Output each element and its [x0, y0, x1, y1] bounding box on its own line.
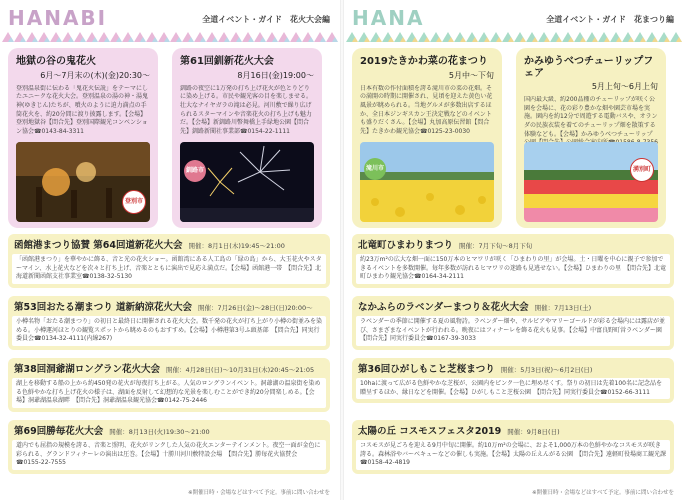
event-katsumai	[8, 420, 330, 474]
card-title: 第61回釧新花火大会	[180, 56, 274, 67]
event-hokuryu	[352, 234, 674, 288]
event-date: 開催：8月13日(火)19:30〜21:00	[109, 428, 210, 436]
right-page	[346, 0, 682, 500]
event-hakodate	[8, 234, 330, 288]
event-toyako	[8, 358, 330, 412]
zigzag-border	[346, 32, 682, 42]
brand-hana: HANA	[352, 6, 425, 30]
event-body: 10haに渡って広がる色鮮やかな芝桜が、公園内をピンク一色に埋め尽くす。祭りの初日は先着100名に記念品を贈呈するほか、縁日などを開催。【会場】ひがしもこと芝桜公園 【問合先】同実行委員会☎0152-66-3111	[356, 378, 670, 399]
event-date: 開催：4月28日(日)〜10月31日(木)20:45〜21:05	[166, 366, 315, 374]
card-body: 国内最大級、約200品種のチューリップが咲く公園を会場に、花の彩り豊かな畑や園芸市場を実施。園内を約12分で周遊する電動バスや、オランダの民族衣装を着てのチューリップ畑を散策する体験なども。【会場】かみゆうべつチューリップ	[524, 96, 658, 138]
badge-noboribetsu: 登別市	[122, 190, 146, 214]
event-title: 第69回勝毎花火大会	[14, 426, 104, 437]
event-body: 湖上を移動する船の上から約450発の花火が毎夜打ち上がる。人気のロングランイベント。洞爺湖の温泉街を染める色鮮やかな打ち上げ花火の様子は、湖面を反射して幻想的な光景を楽しむことができ約20分間楽しめる。【会場】洞爺湖温泉湖畔 【問合先】洞爺湖温泉観光協会☎0142-75-2446	[12, 378, 326, 408]
event-otaru	[8, 296, 330, 350]
footnote-left: ※開催日時・会場などはすべて予定。事前に問い合わせを	[187, 490, 330, 496]
event-title: 第38回洞爺湖ロングラン花火大会	[14, 364, 161, 375]
feature-card-jigokudani	[8, 48, 158, 228]
event-title: 第53回おたる潮まつり 道新納涼花火大会	[14, 302, 193, 313]
event-body: 道内でも屈指の規模を誇る、音楽と照明、花火がリンクした人気の花火エンターテインメント。夜空一面が金色に彩られる、グランドフィナーレの演出は圧巻。【会場】十勝川河川敷特設会場 【問合先】勝毎花火協賛会☎0155-22-7555	[12, 440, 326, 470]
event-title: 北竜町ひまわりまつり	[358, 240, 454, 251]
event-title: なかふらのラベンダーまつり＆花火大会	[358, 302, 529, 313]
event-title: 函館港まつり協賛 第64回道新花火大会	[14, 240, 183, 251]
feature-card-kamiyubetsu	[516, 48, 666, 228]
event-body: 「函館港まつり」を華やかに飾る、音と光の花火ショー。函館湾にある人工島の「緑の島」から、大玉花火やスターマイン、水上花火などを次々と打ち上げ、音楽とともに演出で見応え満点だ。【会場】函館港一帯 【問合先】北海道新聞函館支社事業室☎0138-32-5130	[12, 254, 326, 284]
event-body: コスモスが見ごろを迎える9月中旬に開催。約10万m²の会場に、およそ1,000万本の色鮮やかなコスモスが咲き誇る。森林浴やバーベキューなどの催しも実施。【会場】太陽の丘えんがる公園 【問合先】遠軽町役場商工観光課☎0158-42-4819	[356, 440, 670, 470]
card-title: 2019たきかわ菜の花まつり	[360, 56, 488, 67]
feature-card-kushiro	[172, 48, 322, 228]
photo-rapeseed-field	[360, 142, 494, 222]
card-date: 6月〜7月末の(木)(金)20:30〜	[40, 70, 150, 80]
footnote-right: ※開催日時・会場などはすべて予定。事前に問い合わせを	[531, 490, 674, 496]
photo-tulip-field	[524, 142, 658, 222]
event-taiyonooka	[352, 420, 674, 474]
card-body: 釧路の夜空に1万発の打ち上げ花火が色とりどりに染め上げる。市民や観光客の目を楽しませる。壮大なナイヤガラの滝は必見。河川敷で繰り広げられるスターマインや音楽花火の打ち上げも魅力だ。【会場】新釧路川幣舞橋上手緑地公園【問合先】釧路新聞社事業部☎0154-22-1111	[180, 84, 313, 135]
event-date: 開催：7月下旬〜8月下旬	[459, 242, 533, 250]
event-date: 開催：7月26日(金)〜28日(日)20:00〜	[198, 304, 313, 312]
badge-takikawa: 滝川市	[364, 158, 386, 180]
card-date: 5月中〜下旬	[448, 70, 494, 80]
card-title: 地獄の谷の鬼花火	[16, 56, 96, 67]
left-page	[2, 0, 338, 500]
card-body: 日本有数の作付面積を誇る滝川市の菜の花畑。その満開の時期に開催され、見頃を迎えた黄色い花風景が眺められる。当地グルメが多数出店するほか、全日本ジンギスカン王決定戦などのイベントも盛りだくさん。【会場】丸加高原伝習館【問合先】たきかわ観光協会☎0125-23-0030	[360, 84, 493, 135]
zigzag-border	[2, 32, 338, 42]
event-body: 約23万m²の広大な畑一面に150万本のヒマワリが咲く「ひまわりの里」が会場。土・日曜を中心に親子で参加できるイベントを多数開催。毎年多数が訪れるヒマワリの迷路も見逃せない。【会場】ひまわりの里 【問合先】北竜町ひまわり観光協会☎0164-34-2111	[356, 254, 670, 284]
event-date: 開催：9月8日(日)	[507, 428, 560, 436]
event-date: 開催：7月13日(土)	[534, 304, 592, 312]
page-gutter	[340, 0, 344, 500]
badge-yubetsu: 湧別町	[630, 158, 654, 182]
card-date: 5月上旬〜6月上旬	[591, 82, 658, 91]
event-body: 小樽名物「おたる潮まつり」の初日と最終日に開催される花火大会。数千発の花火が打ち上がり小樽の街並みを染める。小樽運河ほとりの観覧スポットから眺めるのもおすすめ。【会場】小樽港第3号ふ頭基部 【問合先】同実行委員会☎0134-32-4111(内線267)	[12, 316, 326, 346]
badge-kushiro: 釧路市	[184, 160, 206, 182]
event-body: ラベンダーの季節に開催する夏の風物詩。ラベンダー畑や、サルビアやマリーゴールドが彩る会場内には露店が並び、さまざまなイベントが行われる。晩夜にはフィナーレを飾る花火も見事。【会場】中富良野町営ラベンダー園 【問合先】同実行委員会☎0167-39-3033	[356, 316, 670, 346]
event-date: 開催：8月1日(木)19:45〜21:00	[188, 242, 285, 250]
event-title: 太陽の丘 コスモスフェスタ2019	[358, 426, 502, 437]
brand-hanabi: HANABI	[8, 6, 108, 30]
event-nakafurano	[352, 296, 674, 350]
event-date: 開催：5月3日(祝)〜6月2日(日)	[500, 366, 593, 374]
header-label-left: 全道イベント・ガイド 花火大会編	[202, 15, 330, 24]
photo-kushiro-fireworks	[180, 142, 314, 222]
header-label-right: 全道イベント・ガイド 花まつり編	[546, 15, 674, 24]
card-date: 8月16日(金)19:00〜	[237, 70, 314, 80]
event-title: 第36回ひがしもこと芝桜まつり	[358, 364, 495, 375]
event-higashimokoto	[352, 358, 674, 403]
card-body: 登別温泉街に伝わる「鬼花火伝説」をテーマにしたユニークな花火大会。登別温泉の湯の神・湯鬼神(ゆきじん)たちが、噴火のように迫力満点の手筒花火を、約20分間に渡り披露します。【会場】登別地獄谷【問合先】登別国際観光コンベンション協会☎0143-84-3311	[16, 84, 149, 135]
feature-card-takikawa	[352, 48, 502, 228]
card-title: かみゆうべつチューリップフェア	[524, 56, 654, 79]
